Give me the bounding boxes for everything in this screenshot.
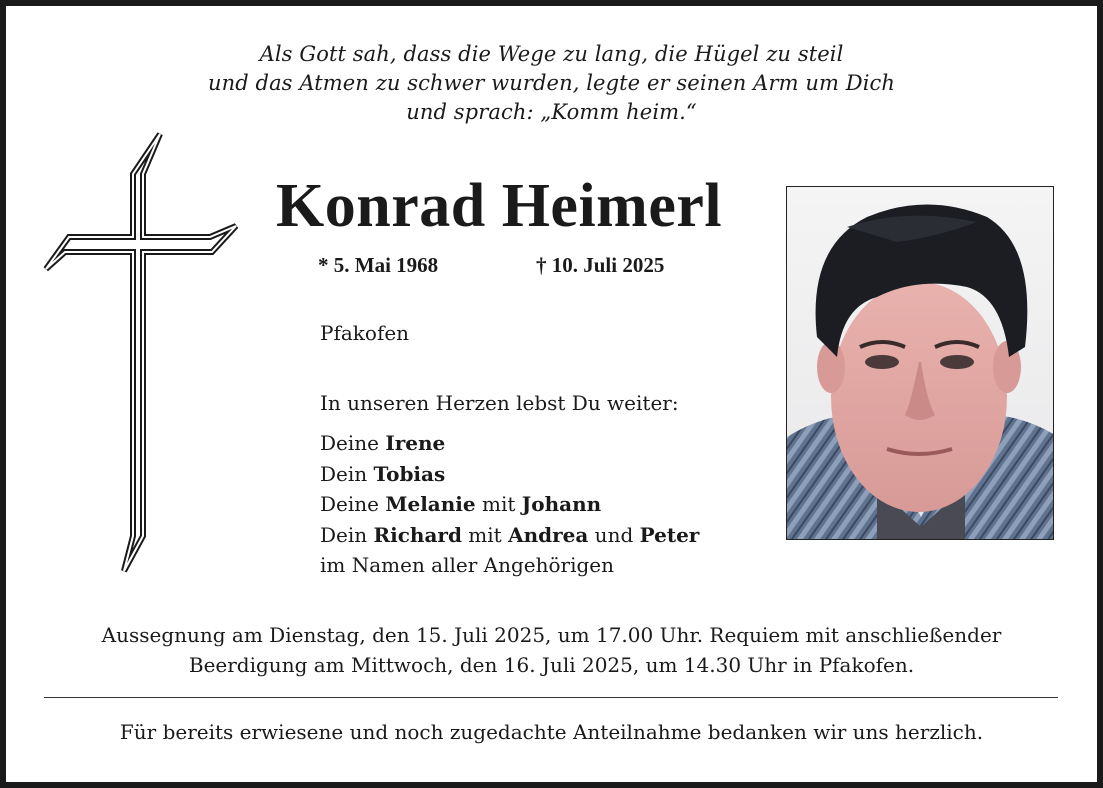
mourners-list xyxy=(320,428,699,581)
mourner-text: Deine xyxy=(320,431,386,455)
service-info xyxy=(0,620,1103,680)
service-line-1: Aussegnung am Dienstag, den 15. Juli 2025, um 17.00 Uhr. Requiem mit anschließender xyxy=(101,623,1002,647)
mourner-text: im Namen aller Angehörigen xyxy=(320,553,615,577)
cross-icon xyxy=(40,124,244,576)
death-date: † 10. Juli 2025 xyxy=(536,253,665,277)
mourner-name: Melanie xyxy=(385,492,476,516)
service-line-2: Beerdigung am Mittwoch, den 16. Juli 2025, um 14.30 Uhr in Pfakofen. xyxy=(188,653,915,677)
mourners-intro: In unseren Herzen lebst Du weiter: xyxy=(320,391,679,415)
mourner-name: Richard xyxy=(373,522,462,547)
mourner-line xyxy=(320,428,699,459)
mourner-name: Johann xyxy=(521,492,602,516)
poem xyxy=(0,40,1103,127)
mourner-name: Andrea xyxy=(508,522,589,547)
portrait-photo xyxy=(786,186,1054,540)
mourner-name: Peter xyxy=(639,522,700,547)
mourner-line xyxy=(320,459,699,490)
mourner-text: mit xyxy=(475,492,522,516)
birth-date: * 5. Mai 1968 xyxy=(318,253,439,277)
mourner-text: und xyxy=(588,522,640,547)
poem-line-3: und sprach: „Komm heim.“ xyxy=(406,100,697,124)
mourner-name: Tobias xyxy=(373,461,446,486)
mourner-text: Deine xyxy=(320,492,386,516)
divider xyxy=(44,697,1058,698)
hometown: Pfakofen xyxy=(320,321,410,345)
mourner-line xyxy=(320,550,699,581)
poem-line-1: Als Gott sah, dass die Wege zu lang, die Hügel zu steil xyxy=(259,42,844,66)
mourner-name: Irene xyxy=(385,431,446,455)
mourner-text: mit xyxy=(461,522,509,547)
thanks-note: Für bereits erwiesene und noch zugedachte Anteilnahme bedanken wir uns herzlich. xyxy=(119,720,984,744)
deceased-name: Konrad Heimerl xyxy=(276,172,723,240)
mourner-text: Dein xyxy=(320,461,374,486)
mourner-text: Dein xyxy=(320,522,374,547)
poem-line-2: und das Atmen zu schwer wurden, legte er seinen Arm um Dich xyxy=(207,71,896,95)
mourner-line xyxy=(320,489,699,520)
mourner-line xyxy=(320,520,699,551)
